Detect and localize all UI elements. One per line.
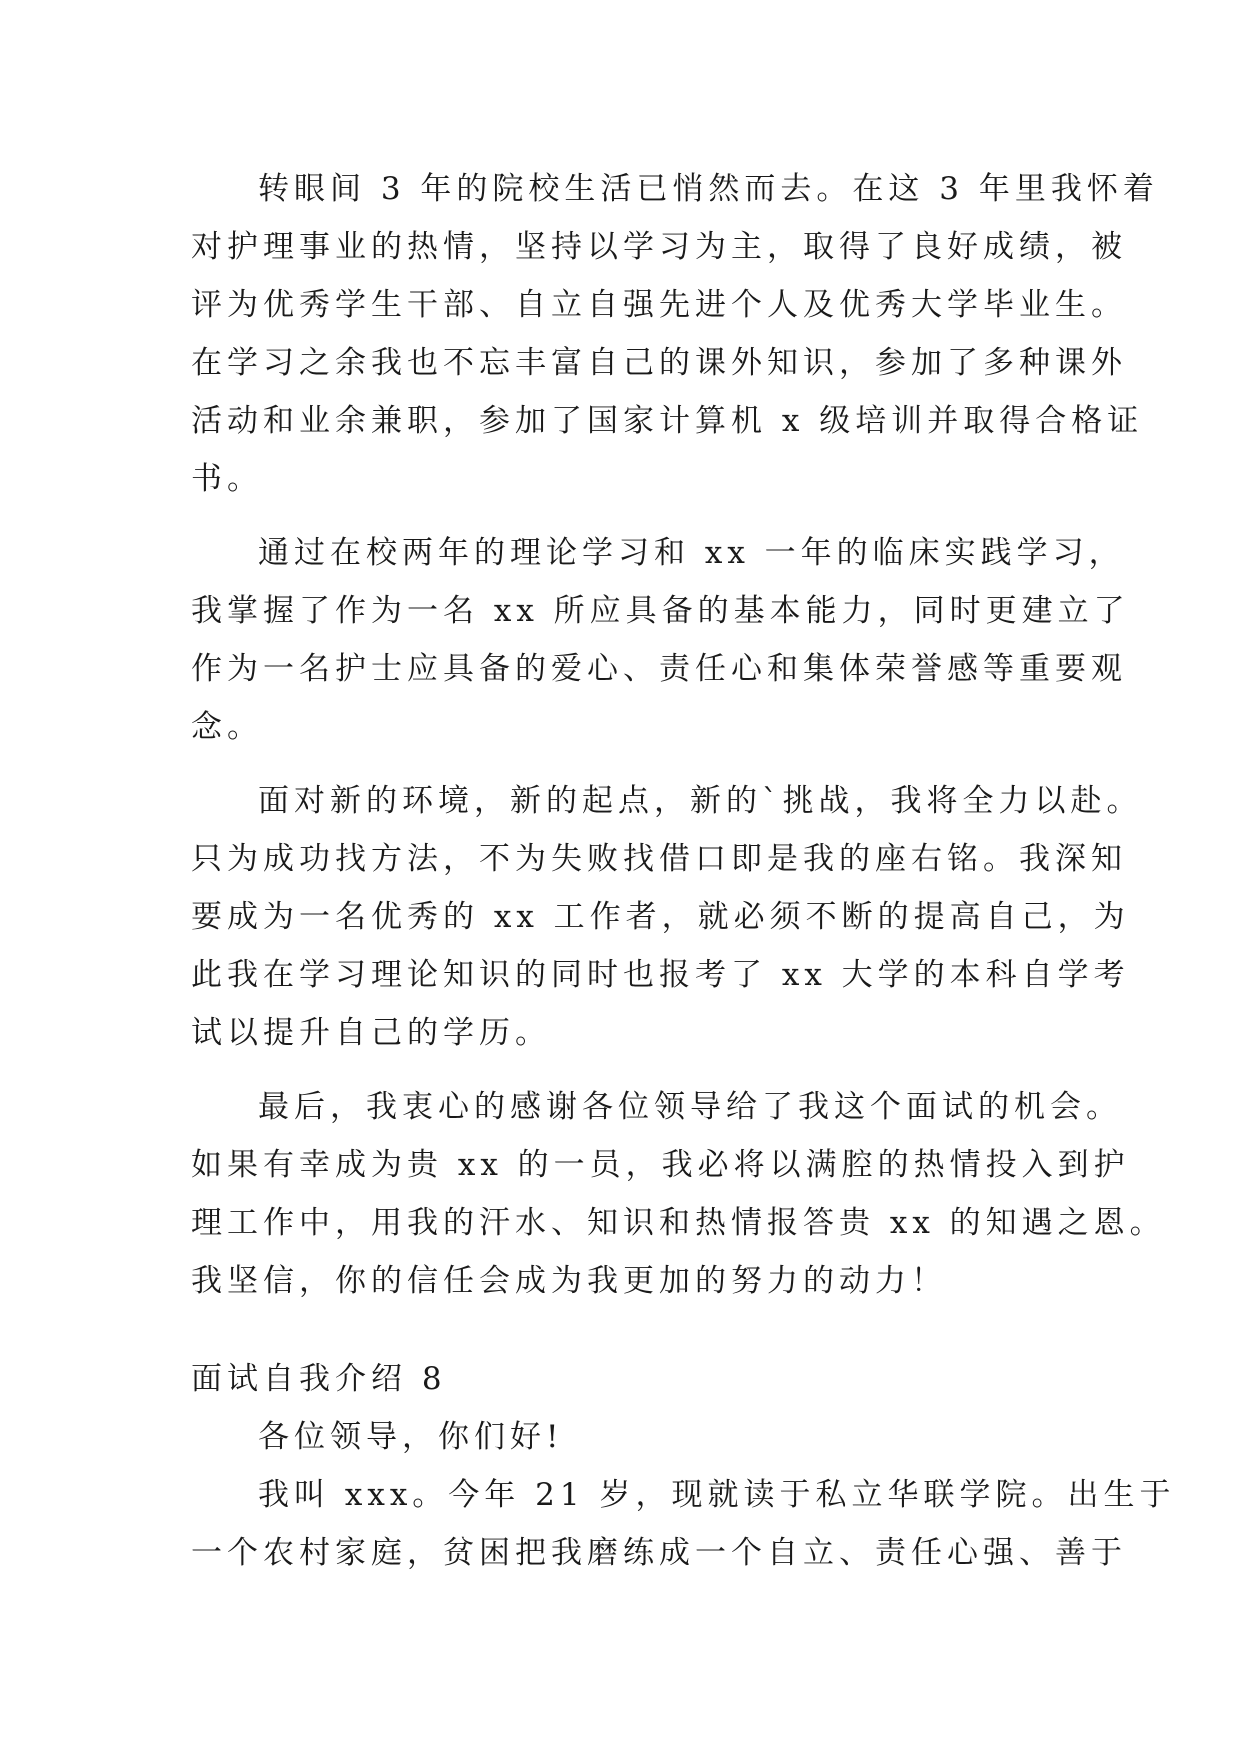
paragraph xyxy=(191,772,1143,1062)
text-line: 只为成功找方法，不为失败找借口即是我的座右铭。我深知 xyxy=(191,841,1127,877)
text-line: 最后，我衷心的感谢各位领导给了我这个面试的机会。 xyxy=(258,1089,1122,1125)
text-line: 试以提升自己的学历。 xyxy=(191,1015,551,1051)
text-line: 我坚信，你的信任会成为我更加的努力的动力！ xyxy=(191,1263,947,1299)
text-line: 通过在校两年的理论学习和 xx 一年的临床实践学习， xyxy=(258,535,1125,571)
text-line: 我叫 xxx。今年 21 岁，现就读于私立华联学院。出生于 xyxy=(258,1477,1176,1513)
text-line: 对护理事业的热情，坚持以学习为主，取得了良好成绩，被 xyxy=(191,229,1127,265)
paragraph xyxy=(191,160,1159,508)
text-line: 我掌握了作为一名 xx 所应具备的基本能力，同时更建立了 xyxy=(191,593,1130,629)
text-line: 评为优秀学生干部、自立自强先进个人及优秀大学毕业生。 xyxy=(191,287,1127,323)
greeting: 各位领导，你们好! xyxy=(258,1419,564,1455)
paragraph xyxy=(191,1078,1166,1310)
text-line: 面对新的环境，新的起点，新的`挑战，我将全力以赴。 xyxy=(258,783,1143,819)
paragraph xyxy=(191,1466,1176,1582)
text-line: 要成为一名优秀的 xx 工作者，就必须不断的提高自己，为 xyxy=(191,899,1130,935)
text-line: 转眼间 3 年的院校生活已悄然而去。在这 3 年里我怀着 xyxy=(258,171,1159,207)
text-line: 在学习之余我也不忘丰富自己的课外知识，参加了多种课外 xyxy=(191,345,1127,381)
text-line: 如果有幸成为贵 xx 的一员，我必将以满腔的热情投入到护 xyxy=(191,1147,1130,1183)
text-line: 一个农村家庭，贫困把我磨练成一个自立、责任心强、善于 xyxy=(191,1535,1127,1571)
document-body xyxy=(191,160,1176,1582)
text-line: 念。 xyxy=(191,709,263,745)
text-line: 活动和业余兼职，参加了国家计算机 x 级培训并取得合格证 xyxy=(191,403,1144,439)
section-heading: 面试自我介绍 8 xyxy=(191,1361,447,1397)
text-line: 理工作中，用我的汗水、知识和热情报答贵 xx 的知遇之恩。 xyxy=(191,1205,1166,1241)
text-line: 作为一名护士应具备的爱心、责任心和集体荣誉感等重要观 xyxy=(191,651,1127,687)
paragraph xyxy=(191,524,1130,756)
text-line: 此我在学习理论知识的同时也报考了 xx 大学的本科自学考 xyxy=(191,957,1130,993)
text-line: 书。 xyxy=(191,461,263,497)
